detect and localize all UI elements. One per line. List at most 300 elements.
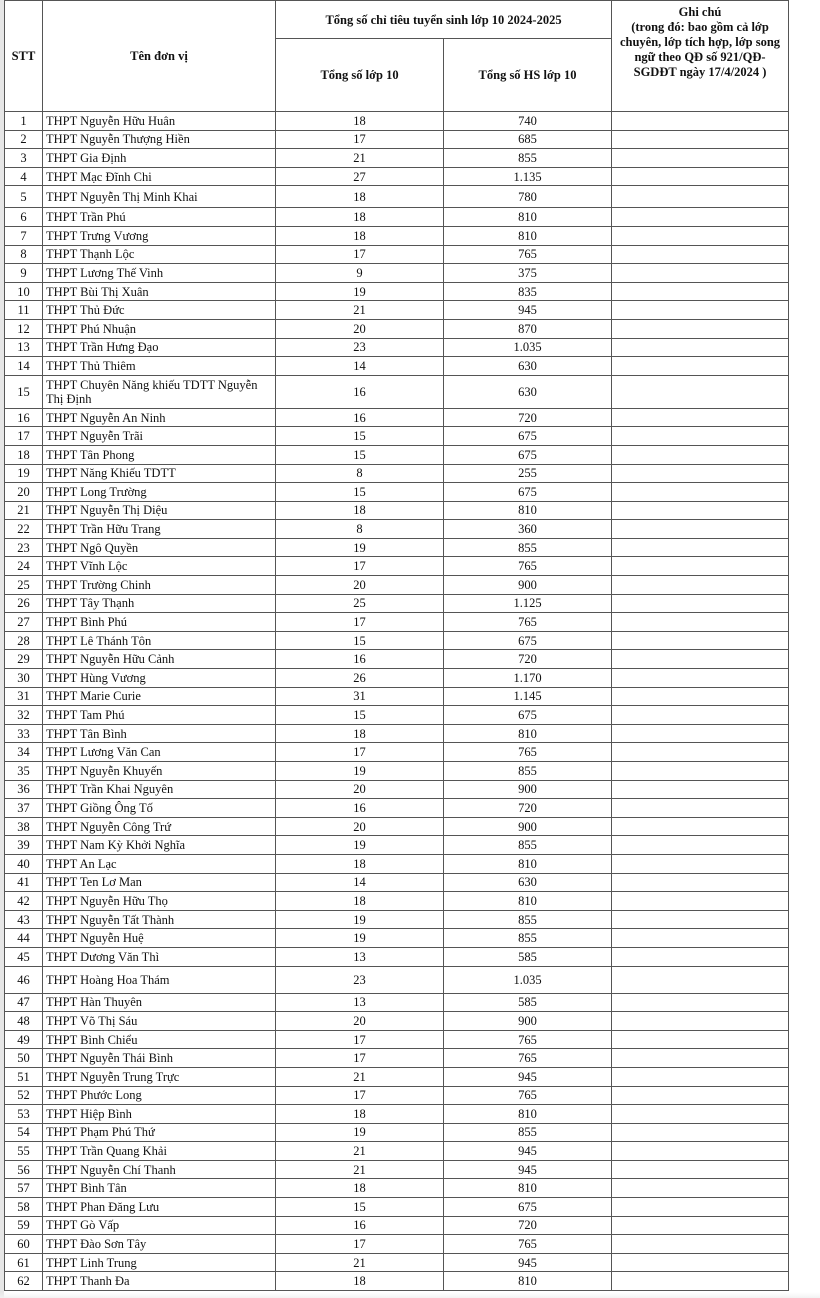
row-note [612,445,789,464]
row-note [612,208,789,227]
row-total-students: 810 [444,892,612,911]
row-total-classes: 19 [276,282,444,301]
row-total-students: 810 [444,1105,612,1124]
row-stt: 16 [5,408,43,427]
row-note [612,1235,789,1254]
row-note [612,966,789,993]
table-row [5,520,789,539]
row-note [612,226,789,245]
admission-quota-table [4,0,789,1291]
row-note [612,538,789,557]
row-note [612,650,789,669]
row-stt: 60 [5,1235,43,1254]
row-total-classes: 17 [276,1030,444,1049]
row-total-classes: 27 [276,167,444,186]
row-total-classes: 16 [276,650,444,669]
row-unit-name: THPT Trần Quang Khải [43,1142,276,1161]
row-unit-name: THPT Bình Tân [43,1179,276,1198]
table-row [5,576,789,595]
row-stt: 33 [5,724,43,743]
row-total-classes: 17 [276,1049,444,1068]
header-unit-name: Tên đơn vị [43,1,276,112]
row-stt: 45 [5,947,43,966]
table-row [5,817,789,836]
header-quota-group: Tổng số chỉ tiêu tuyển sinh lớp 10 2024-2025 [276,1,612,39]
row-unit-name: THPT Nguyễn Hữu Thọ [43,892,276,911]
row-total-students: 900 [444,576,612,595]
table-row [5,501,789,520]
row-total-students: 765 [444,743,612,762]
row-total-students: 675 [444,483,612,502]
row-note [612,357,789,376]
row-unit-name: THPT Nguyễn Thái Bình [43,1049,276,1068]
row-stt: 62 [5,1272,43,1291]
row-unit-name: THPT Bình Phú [43,613,276,632]
row-total-students: 810 [444,226,612,245]
row-unit-name: THPT Tây Thạnh [43,594,276,613]
row-total-students: 765 [444,1030,612,1049]
row-note [612,873,789,892]
row-total-classes: 17 [276,130,444,149]
row-note [612,1272,789,1291]
row-total-classes: 17 [276,613,444,632]
row-total-classes: 31 [276,687,444,706]
row-stt: 13 [5,338,43,357]
row-unit-name: THPT Nguyễn Huệ [43,929,276,948]
row-total-classes: 18 [276,1105,444,1124]
table-row [5,892,789,911]
row-total-classes: 23 [276,966,444,993]
row-total-students: 945 [444,1253,612,1272]
row-unit-name: THPT Tân Phong [43,445,276,464]
row-stt: 8 [5,245,43,264]
row-note [612,1012,789,1031]
row-stt: 54 [5,1123,43,1142]
row-note [612,993,789,1012]
row-stt: 26 [5,594,43,613]
table-header [5,1,789,112]
table-row [5,947,789,966]
row-total-students: 585 [444,947,612,966]
table-row [5,149,789,168]
row-total-classes: 16 [276,408,444,427]
row-unit-name: THPT Nguyễn Thị Diệu [43,501,276,520]
row-note [612,1253,789,1272]
row-total-classes: 19 [276,762,444,781]
row-note [612,557,789,576]
row-note [612,724,789,743]
row-unit-name: THPT Ngô Quyền [43,538,276,557]
row-unit-name: THPT Lương Văn Can [43,743,276,762]
row-total-students: 255 [444,464,612,483]
row-note [612,743,789,762]
header-note-text: Ghi chú (trong đó: bao gồm cả lớp chuyên, lớp tích hợp, lớp song ngữ theo QĐ số 921/QĐ-SGDĐT ngày 17/4/2024 ) [619,4,781,79]
row-unit-name: THPT Phạm Phú Thứ [43,1123,276,1142]
row-total-classes: 18 [276,112,444,131]
row-total-classes: 15 [276,483,444,502]
table-row [5,687,789,706]
row-total-students: 810 [444,854,612,873]
row-stt: 31 [5,687,43,706]
row-unit-name: THPT Nguyễn Công Trứ [43,817,276,836]
row-note [612,892,789,911]
row-stt: 42 [5,892,43,911]
row-stt: 56 [5,1160,43,1179]
table-row [5,208,789,227]
row-unit-name: THPT Long Trường [43,483,276,502]
row-total-students: 945 [444,1067,612,1086]
row-stt: 43 [5,910,43,929]
row-total-classes: 18 [276,724,444,743]
row-stt: 47 [5,993,43,1012]
table-row [5,1067,789,1086]
row-note [612,1142,789,1161]
row-total-classes: 8 [276,464,444,483]
row-unit-name: THPT Lương Thế Vinh [43,264,276,283]
row-unit-name: THPT An Lạc [43,854,276,873]
row-total-classes: 18 [276,208,444,227]
row-unit-name: THPT Trần Khai Nguyên [43,780,276,799]
row-stt: 15 [5,375,43,408]
row-stt: 52 [5,1086,43,1105]
page-bottom-edge [0,1292,820,1298]
row-note [612,817,789,836]
row-total-students: 855 [444,538,612,557]
row-note [612,338,789,357]
row-note [612,706,789,725]
row-stt: 6 [5,208,43,227]
row-note [612,1049,789,1068]
row-total-classes: 21 [276,1067,444,1086]
row-note [612,1160,789,1179]
row-stt: 27 [5,613,43,632]
table-row [5,929,789,948]
table-row [5,264,789,283]
row-unit-name: THPT Bình Chiểu [43,1030,276,1049]
table-row [5,245,789,264]
row-unit-name: THPT Năng Khiếu TDTT [43,464,276,483]
row-total-classes: 18 [276,892,444,911]
row-stt: 12 [5,319,43,338]
row-unit-name: THPT Thạnh Lộc [43,245,276,264]
row-stt: 10 [5,282,43,301]
row-note [612,799,789,818]
row-stt: 19 [5,464,43,483]
row-total-students: 1.145 [444,687,612,706]
row-total-classes: 15 [276,631,444,650]
row-unit-name: THPT Nguyễn Tất Thành [43,910,276,929]
table-row [5,1123,789,1142]
row-total-classes: 16 [276,375,444,408]
row-total-students: 675 [444,445,612,464]
table-row [5,1272,789,1291]
row-stt: 23 [5,538,43,557]
row-total-students: 675 [444,706,612,725]
row-stt: 7 [5,226,43,245]
row-total-students: 720 [444,650,612,669]
row-stt: 50 [5,1049,43,1068]
row-unit-name: THPT Trần Phú [43,208,276,227]
row-note [612,762,789,781]
row-stt: 39 [5,836,43,855]
row-total-classes: 15 [276,427,444,446]
row-total-students: 900 [444,817,612,836]
row-note [612,631,789,650]
table-row [5,1049,789,1068]
row-total-classes: 19 [276,910,444,929]
row-note [612,375,789,408]
row-note [612,594,789,613]
row-total-students: 740 [444,112,612,131]
table-row [5,167,789,186]
table-row [5,112,789,131]
row-note [612,576,789,595]
row-note [612,1105,789,1124]
row-note [612,1030,789,1049]
row-note [612,167,789,186]
row-stt: 29 [5,650,43,669]
table-row [5,357,789,376]
row-stt: 57 [5,1179,43,1198]
row-unit-name: THPT Thủ Đức [43,301,276,320]
row-total-students: 765 [444,1235,612,1254]
row-total-classes: 18 [276,854,444,873]
row-total-students: 1.125 [444,594,612,613]
table-row [5,408,789,427]
row-total-classes: 16 [276,799,444,818]
row-stt: 41 [5,873,43,892]
row-total-students: 810 [444,208,612,227]
row-stt: 61 [5,1253,43,1272]
row-total-students: 855 [444,836,612,855]
row-unit-name: THPT Trần Hưng Đạo [43,338,276,357]
table-row [5,1012,789,1031]
row-total-classes: 23 [276,338,444,357]
row-total-students: 685 [444,130,612,149]
row-total-students: 630 [444,873,612,892]
row-total-students: 765 [444,1049,612,1068]
row-stt: 30 [5,669,43,688]
row-note [612,112,789,131]
row-total-classes: 19 [276,538,444,557]
table-row [5,669,789,688]
row-note [612,501,789,520]
row-note [612,613,789,632]
row-unit-name: THPT Mạc Đĩnh Chi [43,167,276,186]
table-body [5,112,789,1291]
row-total-classes: 13 [276,947,444,966]
row-total-classes: 20 [276,817,444,836]
row-stt: 40 [5,854,43,873]
row-total-students: 855 [444,929,612,948]
table-row [5,226,789,245]
row-unit-name: THPT Phan Đăng Lưu [43,1198,276,1217]
row-unit-name: THPT Nguyễn Thị Minh Khai [43,186,276,208]
row-note [612,1086,789,1105]
row-total-classes: 14 [276,873,444,892]
table-row [5,854,789,873]
row-unit-name: THPT Marie Curie [43,687,276,706]
row-stt: 3 [5,149,43,168]
row-stt: 38 [5,817,43,836]
row-unit-name: THPT Võ Thị Sáu [43,1012,276,1031]
row-stt: 34 [5,743,43,762]
row-unit-name: THPT Gò Vấp [43,1216,276,1235]
row-total-classes: 18 [276,1272,444,1291]
table-row [5,1198,789,1217]
row-total-students: 855 [444,910,612,929]
row-note [612,910,789,929]
table-row [5,1160,789,1179]
row-unit-name: THPT Phước Long [43,1086,276,1105]
row-unit-name: THPT Nguyễn Chí Thanh [43,1160,276,1179]
row-total-classes: 19 [276,836,444,855]
row-total-students: 855 [444,762,612,781]
row-total-students: 900 [444,1012,612,1031]
row-total-students: 675 [444,631,612,650]
row-total-students: 1.035 [444,338,612,357]
table-row [5,631,789,650]
row-note [612,1198,789,1217]
row-total-students: 780 [444,186,612,208]
row-note [612,929,789,948]
row-stt: 25 [5,576,43,595]
row-total-students: 375 [444,264,612,283]
row-total-students: 1.170 [444,669,612,688]
table-row [5,836,789,855]
row-note [612,408,789,427]
row-total-classes: 20 [276,780,444,799]
row-total-students: 900 [444,780,612,799]
row-stt: 53 [5,1105,43,1124]
row-unit-name: THPT Giồng Ông Tố [43,799,276,818]
row-total-classes: 19 [276,929,444,948]
row-stt: 35 [5,762,43,781]
row-total-students: 585 [444,993,612,1012]
row-total-classes: 17 [276,743,444,762]
table-row [5,282,789,301]
row-total-classes: 21 [276,1160,444,1179]
table-row [5,464,789,483]
row-total-students: 945 [444,1142,612,1161]
row-unit-name: THPT Trần Hữu Trang [43,520,276,539]
row-total-classes: 19 [276,1123,444,1142]
row-note [612,780,789,799]
row-stt: 51 [5,1067,43,1086]
row-total-classes: 17 [276,1235,444,1254]
row-unit-name: THPT Nguyễn Khuyến [43,762,276,781]
row-note [612,1179,789,1198]
row-note [612,149,789,168]
table-row [5,130,789,149]
table-row [5,966,789,993]
row-stt: 14 [5,357,43,376]
row-total-students: 810 [444,724,612,743]
table-row [5,445,789,464]
row-total-students: 810 [444,1272,612,1291]
row-note [612,947,789,966]
row-total-classes: 17 [276,557,444,576]
table-row [5,483,789,502]
row-total-classes: 18 [276,1179,444,1198]
table-row [5,743,789,762]
header-total-classes: Tổng số lớp 10 [276,39,444,112]
row-stt: 20 [5,483,43,502]
row-note [612,520,789,539]
row-unit-name: THPT Thanh Đa [43,1272,276,1291]
row-note [612,854,789,873]
row-unit-name: THPT Nguyễn Hữu Huân [43,112,276,131]
row-note [612,836,789,855]
row-note [612,245,789,264]
row-unit-name: THPT Trường Chinh [43,576,276,595]
row-note [612,130,789,149]
row-unit-name: THPT Tân Bình [43,724,276,743]
row-stt: 59 [5,1216,43,1235]
row-note [612,186,789,208]
row-total-students: 720 [444,1216,612,1235]
row-stt: 48 [5,1012,43,1031]
table-row [5,780,789,799]
row-total-students: 870 [444,319,612,338]
row-stt: 18 [5,445,43,464]
row-total-classes: 20 [276,319,444,338]
table-row [5,993,789,1012]
table-row [5,910,789,929]
row-stt: 32 [5,706,43,725]
row-stt: 5 [5,186,43,208]
row-stt: 21 [5,501,43,520]
row-total-classes: 15 [276,1198,444,1217]
row-total-students: 1.035 [444,966,612,993]
row-unit-name: THPT Nguyễn An Ninh [43,408,276,427]
row-stt: 58 [5,1198,43,1217]
row-stt: 46 [5,966,43,993]
row-total-classes: 21 [276,301,444,320]
row-total-classes: 20 [276,1012,444,1031]
row-total-students: 360 [444,520,612,539]
row-unit-name: THPT Hiệp Bình [43,1105,276,1124]
table-row [5,538,789,557]
row-unit-name: THPT Gia Định [43,149,276,168]
row-total-students: 765 [444,245,612,264]
header-total-students: Tổng số HS lớp 10 [444,39,612,112]
table-row [5,1216,789,1235]
row-unit-name: THPT Hàn Thuyên [43,993,276,1012]
table-row [5,186,789,208]
row-total-classes: 9 [276,264,444,283]
row-stt: 24 [5,557,43,576]
row-unit-name: THPT Lê Thánh Tôn [43,631,276,650]
row-unit-name: THPT Trưng Vương [43,226,276,245]
row-unit-name: THPT Dương Văn Thì [43,947,276,966]
row-unit-name: THPT Bùi Thị Xuân [43,282,276,301]
row-stt: 2 [5,130,43,149]
row-stt: 4 [5,167,43,186]
row-total-classes: 8 [276,520,444,539]
table-row [5,613,789,632]
row-unit-name: THPT Vĩnh Lộc [43,557,276,576]
table-row [5,706,789,725]
row-stt: 9 [5,264,43,283]
table-row [5,1179,789,1198]
row-total-students: 765 [444,613,612,632]
row-total-classes: 21 [276,1253,444,1272]
row-total-students: 1.135 [444,167,612,186]
table-row [5,375,789,408]
table-row [5,1086,789,1105]
table-row [5,594,789,613]
